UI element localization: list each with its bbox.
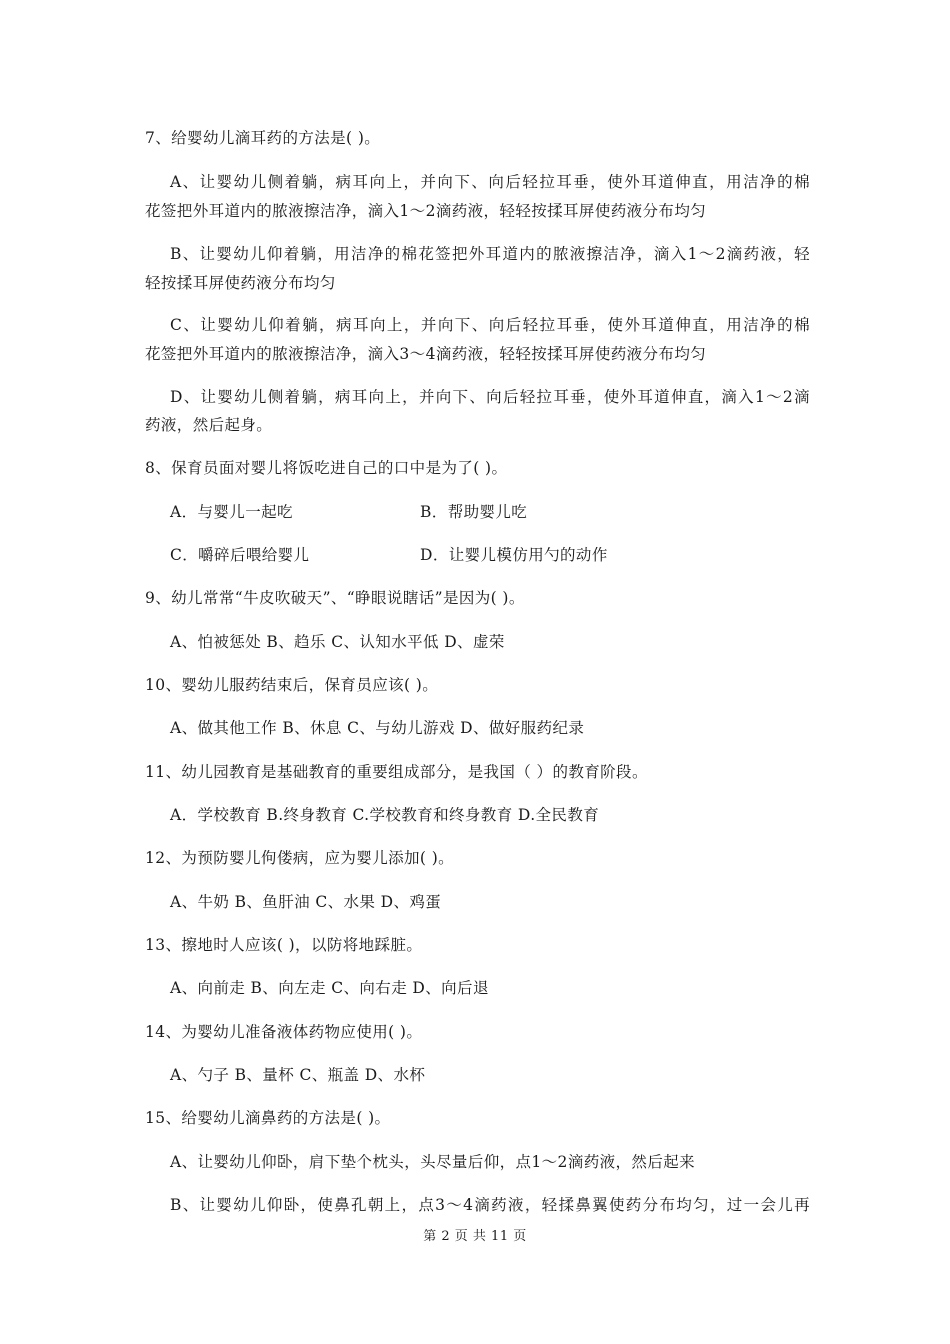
question-12-stem: 12、为预防婴儿佝偻病，应为婴儿添加( )。 [145, 849, 455, 867]
question-7-option-b-line1: B、让婴幼儿仰着躺，用洁净的棉花签把外耳道内的脓液擦洁净，滴入1～2滴药液，轻 [170, 245, 810, 263]
question-14-stem: 14、为婴幼儿准备液体药物应使用( )。 [145, 1023, 423, 1041]
question-8-option-c: C．嚼碎后喂给婴儿 [170, 546, 310, 564]
question-7-option-b-line2: 轻按揉耳屏使药液分布均匀 [145, 274, 336, 292]
page-number-footer: 第 2 页 共 11 页 [423, 1229, 527, 1244]
question-7-option-c-line1: C、让婴幼儿仰着躺，病耳向上，并向下、向后轻拉耳垂，使外耳道伸直，用洁净的棉 [170, 316, 810, 334]
question-14-options: A、勺子 B、量杯 C、瓶盖 D、水杯 [170, 1066, 426, 1084]
question-13-options: A、向前走 B、向左走 C、向右走 D、向后退 [170, 979, 489, 997]
question-11-stem: 11、幼儿园教育是基础教育的重要组成部分，是我国（ ）的教育阶段。 [145, 763, 648, 781]
question-11-options: A．学校教育 B.终身教育 C.学校教育和终身教育 D.全民教育 [170, 806, 600, 824]
question-7-option-d-line1: D、让婴幼儿侧着躺，病耳向上，并向下、向后轻拉耳垂，使外耳道伸直，滴入1～2滴 [170, 388, 810, 406]
question-7-stem: 7、给婴幼儿滴耳药的方法是( )。 [145, 129, 381, 147]
question-9-stem: 9、幼儿常常“牛皮吹破天”、“睁眼说瞎话”是因为( )。 [145, 589, 525, 607]
question-7-option-c-line2: 花签把外耳道内的脓液擦洁净，滴入3～4滴药液，轻轻按揉耳屏使药液分布均匀 [145, 345, 707, 363]
question-8-option-d: D．让婴儿模仿用勺的动作 [420, 546, 608, 564]
question-15-stem: 15、给婴幼儿滴鼻药的方法是( )。 [145, 1109, 391, 1127]
question-8-stem: 8、保育员面对婴儿将饭吃进自己的口中是为了( )。 [145, 459, 508, 477]
question-9-options: A、怕被惩处 B、趋乐 C、认知水平低 D、虚荣 [170, 633, 505, 651]
question-15-option-a: A、让婴幼儿仰卧，肩下垫个枕头，头尽量后仰，点1～2滴药液，然后起来 [170, 1153, 696, 1171]
question-7-option-a-line2: 花签把外耳道内的脓液擦洁净，滴入1～2滴药液，轻轻按揉耳屏使药液分布均匀 [145, 202, 707, 220]
question-7-option-a-line1: A、让婴幼儿侧着躺，病耳向上，并向下、向后轻拉耳垂，使外耳道伸直，用洁净的棉 [170, 173, 810, 191]
question-15-option-b-line1: B、让婴幼儿仰卧，使鼻孔朝上，点3～4滴药液，轻揉鼻翼使药分布均匀，过一会儿再 [170, 1196, 810, 1214]
question-7-option-d-line2: 药液，然后起身。 [145, 416, 273, 434]
question-12-options: A、牛奶 B、鱼肝油 C、水果 D、鸡蛋 [170, 893, 442, 911]
question-10-options: A、做其他工作 B、休息 C、与幼儿游戏 D、做好服药纪录 [170, 719, 585, 737]
question-10-stem: 10、婴幼儿服药结束后，保育员应该( )。 [145, 676, 439, 694]
question-8-option-b: B．帮助婴儿吃 [420, 503, 528, 521]
question-8-option-a: A．与婴儿一起吃 [170, 503, 293, 521]
question-13-stem: 13、擦地时人应该( )，以防将地踩脏。 [145, 936, 423, 954]
